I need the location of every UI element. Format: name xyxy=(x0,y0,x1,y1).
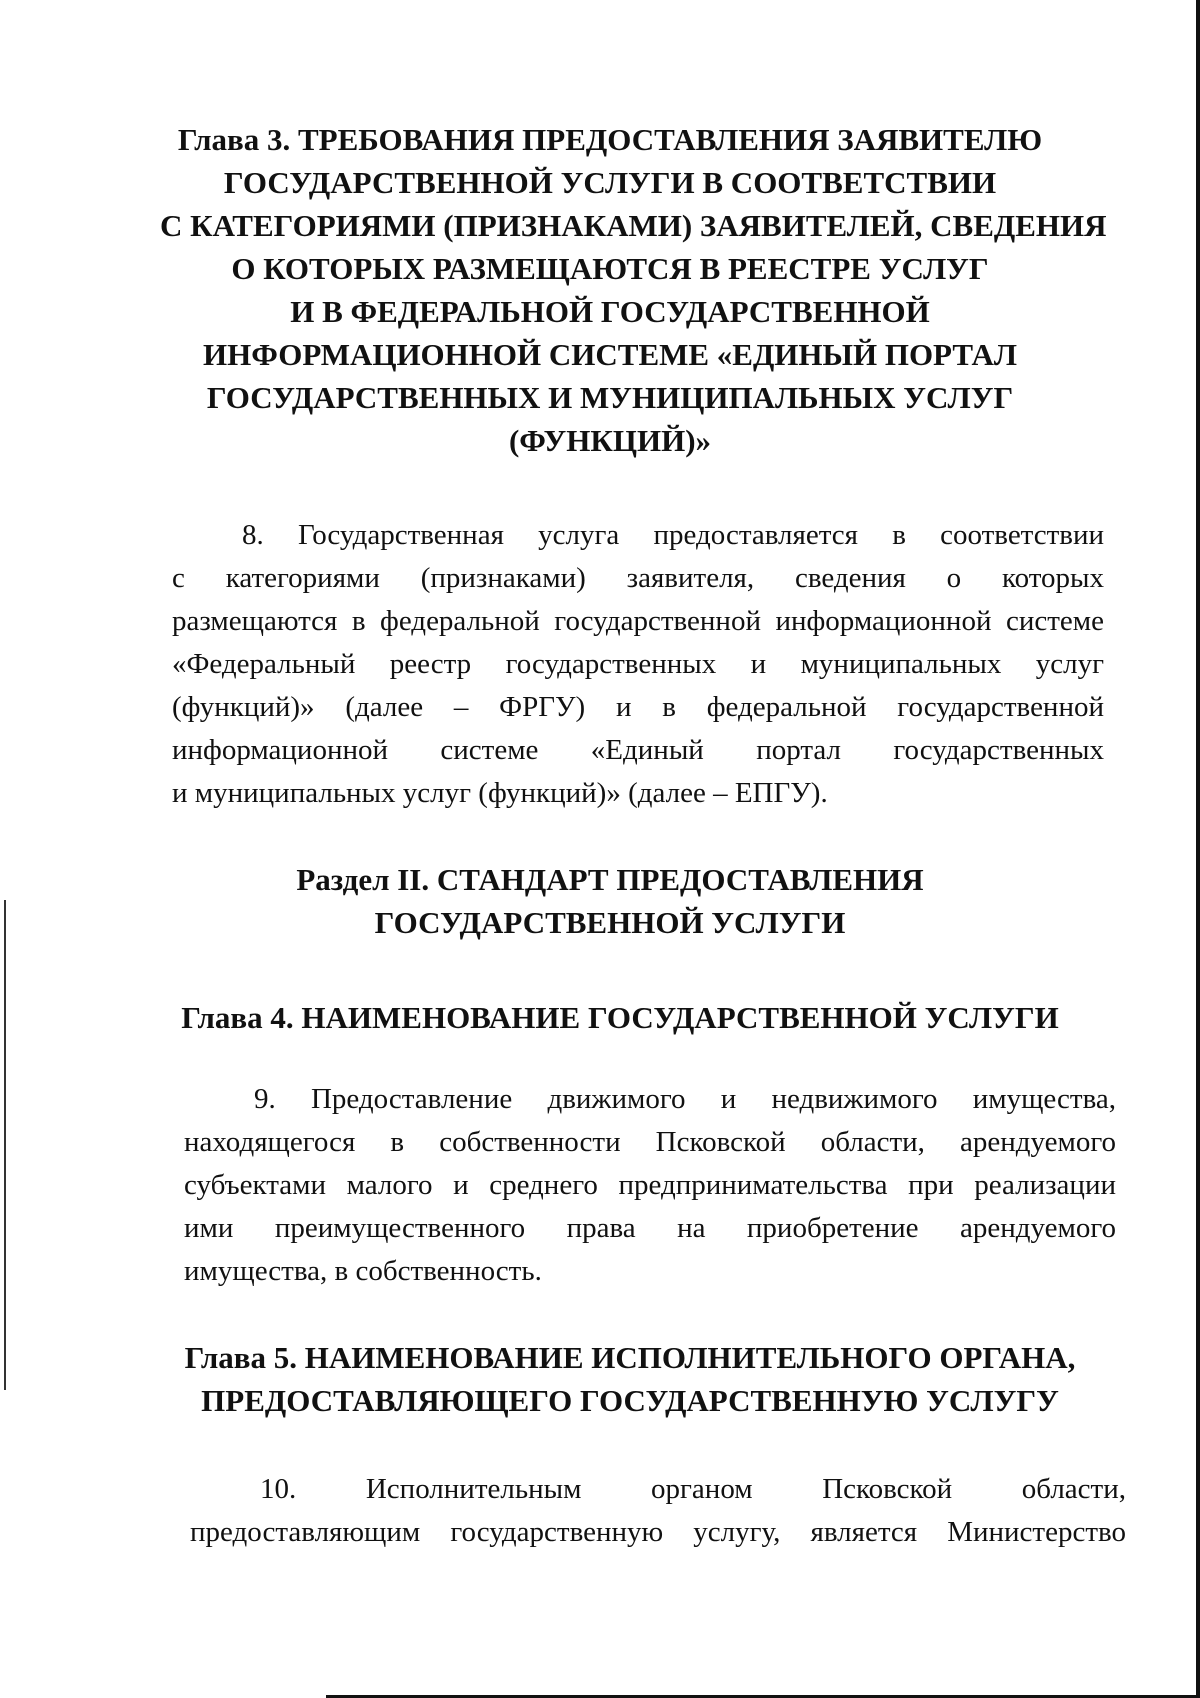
paragraph-line: и муниципальных услуг (функций)» (далее – ЕПГУ). xyxy=(172,777,828,809)
paragraph-line: субъектами малого и среднего предпринимательства при реализации xyxy=(184,1169,1116,1201)
heading-line: ГОСУДАРСТВЕННОЙ УСЛУГИ В СООТВЕТСТВИИ xyxy=(223,165,997,200)
heading-line: С КАТЕГОРИЯМИ (ПРИЗНАКАМИ) ЗАЯВИТЕЛЕЙ, СВЕДЕНИЯ xyxy=(160,208,1107,243)
paragraph-line: ими преимущественного права на приобретение арендуемого xyxy=(184,1212,1116,1244)
heading-line: Глава 4. НАИМЕНОВАНИЕ ГОСУДАРСТВЕННОЙ УСЛУГИ xyxy=(181,1000,1059,1035)
paragraph-8 xyxy=(172,514,1104,815)
paragraph-line: информационной системе «Единый портал государственных xyxy=(172,734,1104,766)
paragraph-line: 9. Предоставление движимого и недвижимого имущества, xyxy=(254,1083,1116,1115)
paragraph-line: предоставляющим государственную услугу, является Министерство xyxy=(190,1516,1126,1548)
paragraph-line: (функций)» (далее – ФРГУ) и в федеральной государственной xyxy=(172,691,1104,723)
paragraph-9 xyxy=(184,1078,1116,1293)
heading-line: Раздел II. СТАНДАРТ ПРЕДОСТАВЛЕНИЯ xyxy=(296,862,924,897)
paragraph-line: 10. Исполнительным органом Псковской области, xyxy=(260,1473,1126,1505)
heading-line: О КОТОРЫХ РАЗМЕЩАЮТСЯ В РЕЕСТРЕ УСЛУГ xyxy=(231,251,989,286)
chapter-4-heading xyxy=(160,996,1080,1039)
heading-line: Глава 5. НАИМЕНОВАНИЕ ИСПОЛНИТЕЛЬНОГО ОРГАНА, xyxy=(184,1340,1076,1375)
paragraph-line: «Федеральный реестр государственных и муниципальных услуг xyxy=(172,648,1104,680)
paragraph-10 xyxy=(190,1468,1126,1554)
heading-line: ПРЕДОСТАВЛЯЮЩЕГО ГОСУДАРСТВЕННУЮ УСЛУГУ xyxy=(201,1383,1059,1418)
heading-line: (ФУНКЦИЙ)» xyxy=(508,423,712,458)
heading-line: ГОСУДАРСТВЕННОЙ УСЛУГИ xyxy=(374,905,846,940)
scan-edge-right xyxy=(1196,0,1200,1698)
paragraph-line: с категориями (признаками) заявителя, сведения о которых xyxy=(172,562,1104,594)
heading-line: И В ФЕДЕРАЛЬНОЙ ГОСУДАРСТВЕННОЙ xyxy=(290,294,930,329)
section-2-heading xyxy=(160,858,1060,944)
scan-edge-left xyxy=(4,900,6,1390)
paragraph-line: имущества, в собственность. xyxy=(184,1255,542,1287)
heading-line: Глава 3. ТРЕБОВАНИЯ ПРЕДОСТАВЛЕНИЯ ЗАЯВИТЕЛЮ xyxy=(177,122,1043,157)
chapter-3-heading xyxy=(160,118,1107,462)
paragraph-line: находящегося в собственности Псковской области, арендуемого xyxy=(184,1126,1116,1158)
heading-line: ИНФОРМАЦИОННОЙ СИСТЕМЕ «ЕДИНЫЙ ПОРТАЛ xyxy=(203,337,1017,372)
chapter-5-heading xyxy=(170,1336,1090,1422)
paragraph-line: размещаются в федеральной государственной информационной системе xyxy=(172,605,1104,637)
paragraph-line: 8. Государственная услуга предоставляется в соответствии xyxy=(242,519,1104,551)
heading-line: ГОСУДАРСТВЕННЫХ И МУНИЦИПАЛЬНЫХ УСЛУГ xyxy=(206,380,1014,415)
